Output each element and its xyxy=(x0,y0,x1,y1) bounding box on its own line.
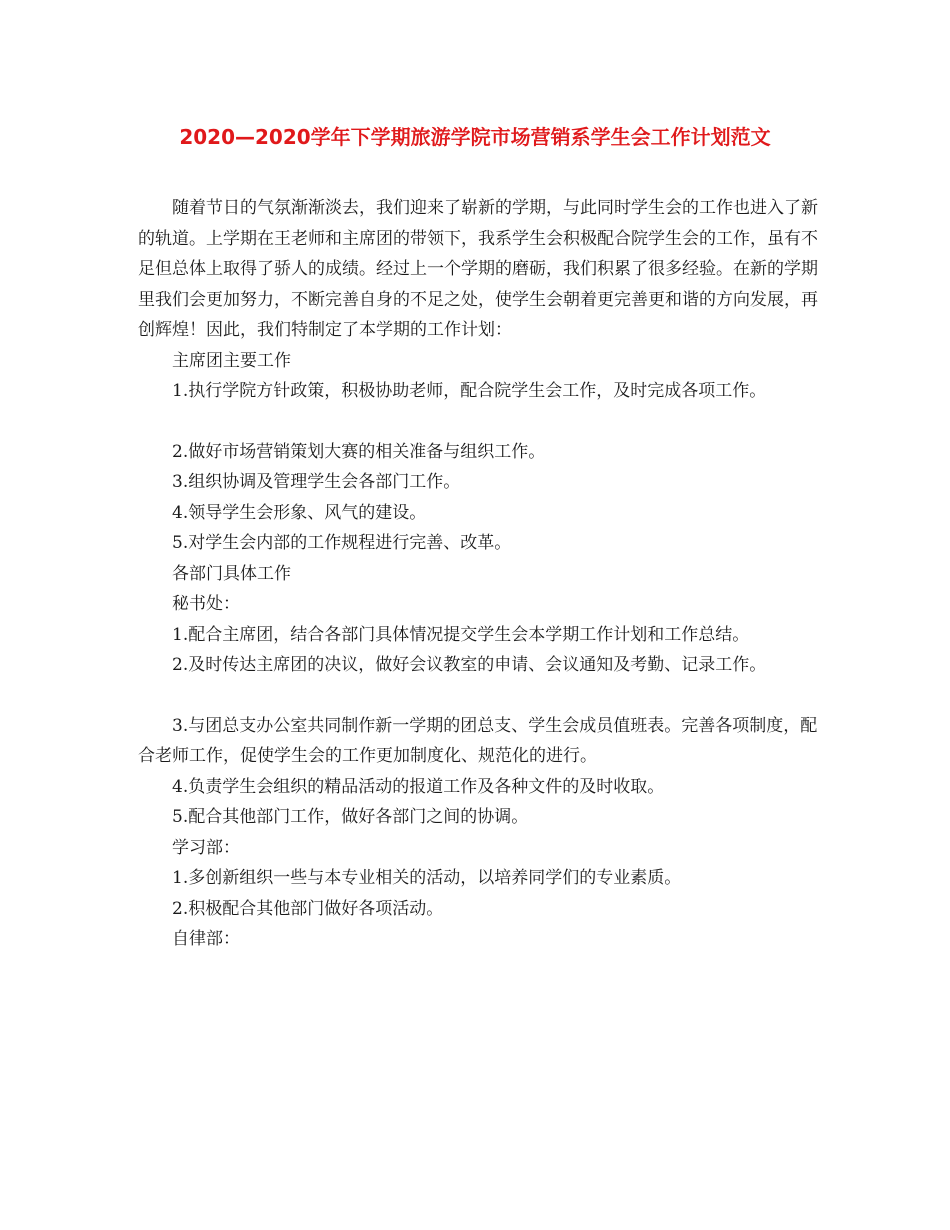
secretariat-item: 4.负责学生会组织的精品活动的报道工作及各种文件的及时收取。 xyxy=(172,776,665,797)
presidium-item: 3.组织协调及管理学生会各部门工作。 xyxy=(172,472,461,492)
intro-paragraph: 随着节日的气氛渐渐淡去，我们迎来了崭新的学期，与此同时学生会的工作也进入了新的轨道。上学期在王老师和主席团的带领下，我系学生会积极配合院学生会的工作，虽有不足但总体上取得了骄人的成绩。经过上一个学期的磨砺，我们积累了很多经验。在新的学期里我们会更加努力，不断完善自身的不足之处，使学生会朝着更完善更和谐的方向发展，再创辉煌！因此，我们特制定了本学期的工作计划： xyxy=(138,198,818,340)
subsection-heading-study: 学习部： xyxy=(172,837,240,858)
secretariat-item: 2.及时传达主席团的决议，做好会议教室的申请、会议通知及考勤、记录工作。 xyxy=(172,655,767,675)
study-item: 1.多创新组织一些与本专业相关的活动，以培养同学们的专业素质。 xyxy=(172,868,682,888)
presidium-item: 2.做好市场营销策划大赛的相关准备与组织工作。 xyxy=(172,441,546,462)
presidium-item: 1.执行学院方针政策，积极协助老师，配合院学生会工作，及时完成各项工作。 xyxy=(172,381,767,401)
presidium-item: 4.领导学生会形象、风气的建设。 xyxy=(172,502,427,523)
section-heading-departments: 各部门具体工作 xyxy=(172,563,291,584)
document-title: 2020—2020学年下学期旅游学院市场营销系学生会工作计划范文 xyxy=(179,125,771,149)
document-body xyxy=(138,193,818,955)
section-heading-presidium: 主席团主要工作 xyxy=(172,350,291,371)
secretariat-item: 1.配合主席团，结合各部门具体情况提交学生会本学期工作计划和工作总结。 xyxy=(172,624,750,645)
study-item: 2.积极配合其他部门做好各项活动。 xyxy=(172,898,444,919)
subsection-heading-secretariat: 秘书处： xyxy=(172,594,240,614)
subsection-heading-discipline: 自律部： xyxy=(172,929,240,949)
secretariat-item: 5.配合其他部门工作，做好各部门之间的协调。 xyxy=(172,807,529,827)
secretariat-item: 3.与团总支办公室共同制作新一学期的团总支、学生会成员值班表。完善各项制度，配合老师工作，促使学生会的工作更加制度化、规范化的进行。 xyxy=(138,715,818,766)
presidium-item: 5.对学生会内部的工作规程进行完善、改革。 xyxy=(172,533,512,553)
